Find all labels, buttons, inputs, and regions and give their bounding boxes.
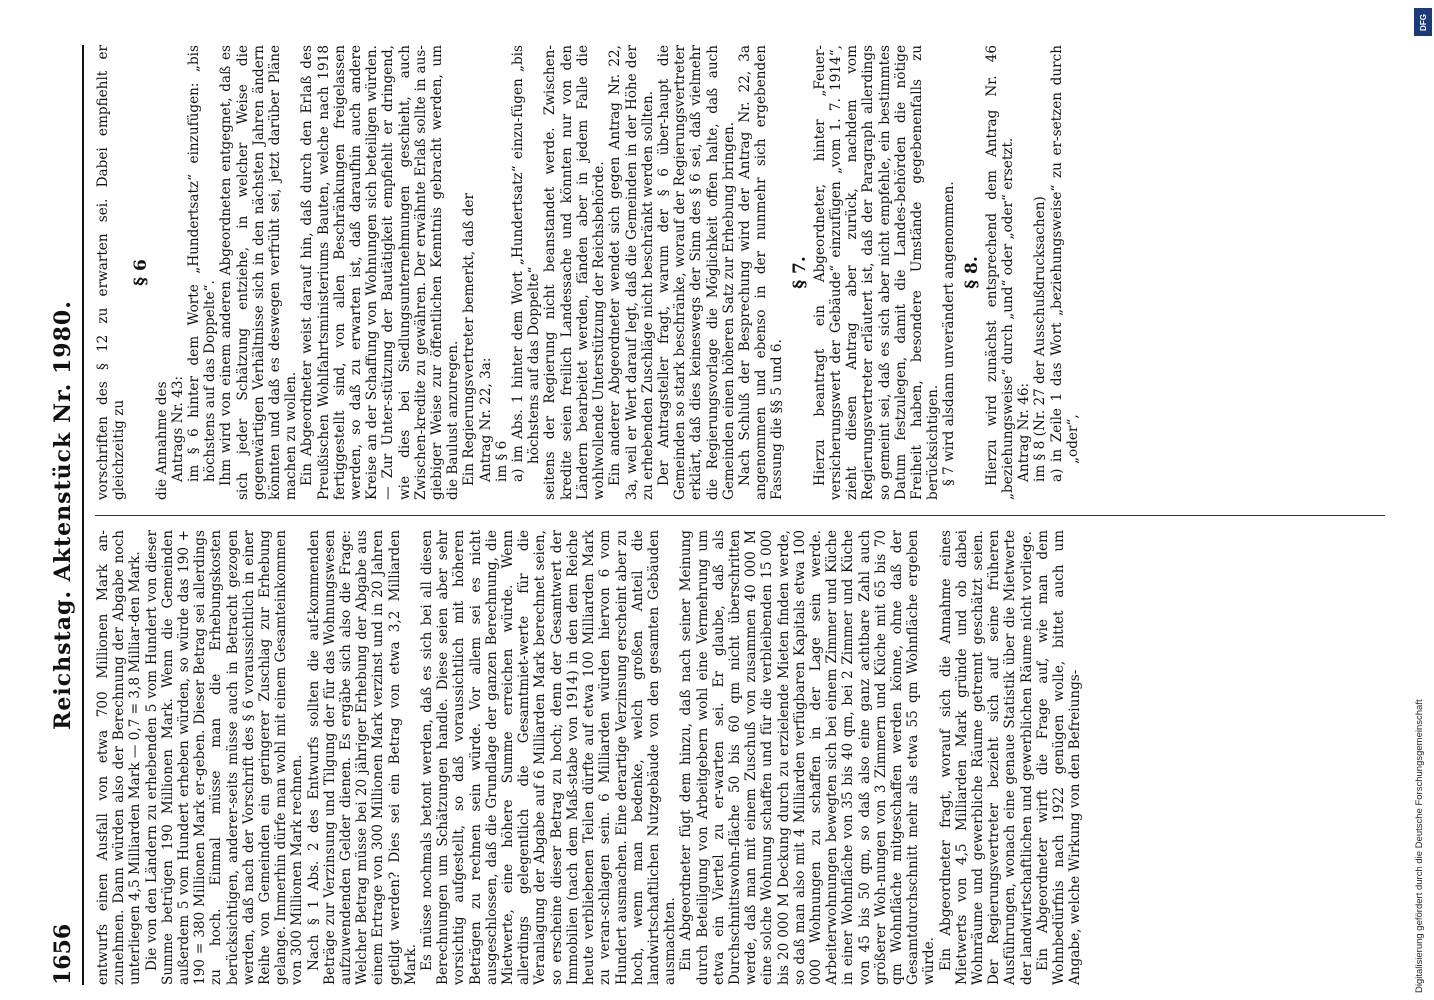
paragraph: Ihm wird von einem anderen Abgeordneten entgegnet, daß es sich jeder Schätzung entziehe, in welcher Weise die gegenwärtigen Verhältnisse sich in den nächsten Jahren ändern könnten und daß es deswegen verfrüht sei, jetzt darüber Pläne machen zu wollen.: [218, 45, 300, 500]
right-column: [95, 45, 1385, 500]
section-heading: § 7.: [789, 256, 810, 289]
paragraph: a) im Abs. 1 hinter dem Wort „Hundertsatz“ einzu-fügen „bis höchstens auf das Doppelte“: [510, 45, 543, 482]
paragraph: im § 6: [493, 440, 510, 482]
paragraph: Die von den Ländern zu erhebenden 5 vom Hundert von dieser Summe betrügen 190 Millionen Mark. Wenn die Gemeinden außerdem 5 vom Hundert erheben würden, so würde das 190 + 190 = 380 Millionen Mark er-geben. Dieser Betrag sei allerdings zu hoch. Einmal müsse man die Erhebungskosten berücksichtigen, anderer-seits müsse auch in Betracht gezogen werden, daß nach der Vorschrift des § 6 voraussichtlich in einer Reihe von Gemeinden ein geringerer Zuschlag zur Erhebung gelange. Immerhin dürfe man wohl mit einem Gesamteinkommen von 300 Millionen Mark rechnen.: [143, 530, 306, 985]
paragraph: Ein Abgeordneter fragt, worauf sich die Annahme eines Mietwerts von 4,5 Milliarden Mark gründe und ob dabei Wohnräume und gewerbliche Räume getrennt geschätzt seien. Der Regierungsvertreter bezieht sich auf seine früheren Ausführungen, wonach eine genaue Statistik über die Mietwerte der landwirtschaftlichen und gewerblichen Räume nicht vorliege.: [937, 530, 1035, 985]
paragraph: Antrag Nr. 46:: [1016, 382, 1033, 482]
document-page: [40, 45, 1410, 985]
page-title: Reichstag. Aktenstück Nr. 1980.: [50, 300, 76, 730]
column-divider: [95, 515, 1385, 516]
paragraph: Es müsse nochmals betont werden, daß es sich bei all diesen Berechnungen um Schätzungen handle. Diese seien aber sehr vorsichtig aufgestellt, so daß voraussichtlich mit höheren Beträgen zu rechnen sein würde. Vor allem sei es nicht ausgeschlossen, daß die Grundlage der ganzen Berechnung, die Mietwerte, eine höhere Summe erreichen würde. Wenn allerdings gelegentlich die Gesamtmiet-werte für die Veranlagung der Abgabe auf 6 Milliarden Mark berechnet seien, so erscheine dieser Betrag zu hoch; denn der Gesamtwert der Immobilien (nach dem Maß-stabe von 1914) in den dem Reiche heute verbliebenen Teilen dürfte auf etwa 100 Milliarden Mark zu veran-schlagen sein. 6 Milliarden würden hiervon 6 vom Hundert ausmachen. Eine derartige Verzinsung erscheint aber zu hoch, wenn man bedenke, welch großen Anteil die landwirtschaftlichen Nutzgebäude von den gesamten Gebäuden ausmachten.: [419, 530, 679, 985]
side-note: [1408, 8, 1432, 993]
paragraph: Ein Regierungsvertreter bemerkt, daß der: [461, 193, 478, 486]
paragraph: im § 8 (Nr. 27 der Ausschußdrucksachen): [1032, 196, 1049, 482]
paragraph: Nach Schluß der Besprechung wird der Antrag Nr. 22, 3a angenommen und ebenso in der nunmehr sich ergebenden Fassung die §§ 5 und 6.: [736, 45, 786, 500]
paragraph: Nach § 1 Abs. 2 des Entwurfs sollten die auf-kommenden Beträge zur Verzinsung und Tilgung der für das Wohnungswesen aufzuwendenden Gelder dienen. Es ergäbe sich also die Frage: Welcher Betrag müsse bei 20 jähriger Erhebung der Abgabe aus einem Ertrage von 300 Millionen Mark verzinst und in 20 Jahren getilgt werden? Dies sei ein Betrag von etwa 3,2 Milliarden Mark.: [305, 530, 419, 985]
paragraph: § 7 wird alsdann unverändert angenommen.: [941, 181, 958, 486]
paragraph: vorschriften des § 12 zu erwarten sei. Dabei empfiehlt er gleichzeitig zu: [95, 45, 128, 500]
paragraph: entwurfs einen Ausfall von etwa 700 Millionen Mark an-zunehmen. Dann würden also der Berechnung der Abgabe noch unterliegen 4,5 Milliarden Mark — 0,7 = 3,8 Milliar-den Mark.: [95, 530, 144, 985]
paragraph: Der Antragsteller fragt, warum der § 6 über-haupt die Gemeinden so stark beschränke, worauf der Regierungsvertreter erklärt, daß dies keineswegs der Sinn des § 6 sei, daß vielmehr die Regierungsvorlage die Möglichkeit offen halte, daß auch Gemeinden einen höheren Satz zur Erhebung bringen.: [655, 45, 737, 500]
paragraph: Ein Abgeordneter fügt dem hinzu, daß nach seiner Meinung durch Beteiligung von Arbeitgebern wohl eine Vermehrung um etwa ein Viertel zu er-warten sei. Er glaube, daß als Durchschnittswohn-fläche 50 bis 60 qm nicht überschritten werde, daß man mit einem Zuschuß von zusammen 40 000 M eine solche Wohnung schaffen und für die verbleibenden 15 000 bis 20 000 M Deckung durch zu erzielende Mieten finden werde, so daß man also mit 4 Milliarden verfügbaren Kapitals etwa 100 000 Wohnungen zu schaffen in der Lage sein werde. Arbeiterwohnungen bewegten sich bei einem Zimmer und Küche in einer Wohnfläche von 35 bis 40 qm, bei 2 Zimmer und Küche von 45 bis 50 qm, so daß also eine ganz achtbare Zahl auch größerer Woh-nungen von 3 Zimmern und Küche mit 65 bis 70 qm Wohnfläche mitgeschaffen werden könne, ohne daß der Gesamtdurchschnitt mehr als etwa 55 qm Wohnfläche ergeben würde.: [678, 530, 938, 985]
paragraph: Ein anderer Abgeordneter wendet sich gegen Antrag Nr. 22, 3a, weil er Wert darauf legt, daß die Gemeinden in der Höhe der zu erhebenden Zuschläge nicht beschränkt werden sollten.: [607, 45, 656, 500]
paragraph: Antrags Nr. 43:: [169, 375, 186, 482]
paragraph: Hierzu wird zunächst entsprechend dem Antrag Nr. 46 „beziehungsweise“ durch „und“ oder „oder“ ersetzt.: [983, 45, 1016, 500]
paragraph: seitens der Regierung nicht beanstandet werde. Zwischen-kredite seien freilich Landessache und könnten nur von den Ländern bearbeitet werden, fänden aber in jedem Falle die wohlwollende Unterstützung der Reichsbehörde.: [542, 45, 608, 500]
paragraph: Ein Abgeordneter wirft die Frage auf, wie man dem Wohnbedürfnis nach 1922 genügen wolle, bittet auch um Angabe, welche Wirkung von den Befreiungs-: [1034, 530, 1084, 985]
section-heading: § 8.: [961, 256, 982, 289]
page-number: 1656: [50, 923, 76, 985]
paragraph: die Annahme des: [153, 381, 170, 500]
paragraph: Antrag Nr. 22, 3a:: [477, 357, 494, 482]
dfg-logo-text: DFG: [1418, 13, 1428, 31]
paragraph: Ein Abgeordneter weist darauf hin, daß durch den Erlaß des Preußischen Wohlfahrtsministeriums Bauten, welche nach 1918 fertiggestellt sind, von allen Beschränkungen freigelassen werden, so daß zu erwarten ist, daß daraufhin auch andere Kreise an der Schaffung von Wohnungen sich beteiligen würden. — Zur Unter-stützung der Bautätigkeit empfiehlt er dringend, wie dies bei Siedlungsunternehmungen geschieht, auch Zwischen-kredite zu gewähren. Der erwähnte Erlaß sollte in aus-giebiger Weise zur öffentlichen Kenntnis gebracht werden, um die Baulust anzuregen.: [299, 45, 462, 500]
paragraph: Hierzu beantragt ein Abgeordneter, hinter „Feuer-versicherungswert der Gebäude“ einzufügen „vom 1. 7. 1914“, zieht diesen Antrag aber zurück, nachdem vom Regierungsvertreter erläutert ist, daß der Paragraph allerdings so gemeint sei, daß es sich aber nicht empfehle, ein bestimmtes Datum festzulegen, damit die Landes-behörden die nötige Freiheit haben, besondere Umstände gegebenenfalls zu berücksichtigen.: [811, 45, 942, 500]
page-header: [48, 45, 84, 985]
left-column: [95, 530, 1385, 985]
dfg-logo: [1414, 8, 1432, 36]
section-heading: § 6: [131, 259, 152, 286]
paragraph: a) in Zeile 1 das Wort „beziehungsweise“ zu er-setzen durch „oder“,: [1048, 45, 1081, 482]
paragraph: im § 6 hinter dem Worte „Hundertsatz“ einzufügen: „bis höchstens auf das Doppelte“.: [186, 45, 219, 482]
digitization-note: Digitalisierung gefördert durch die Deutsche Forschungsgemeinschaft: [1414, 699, 1425, 993]
